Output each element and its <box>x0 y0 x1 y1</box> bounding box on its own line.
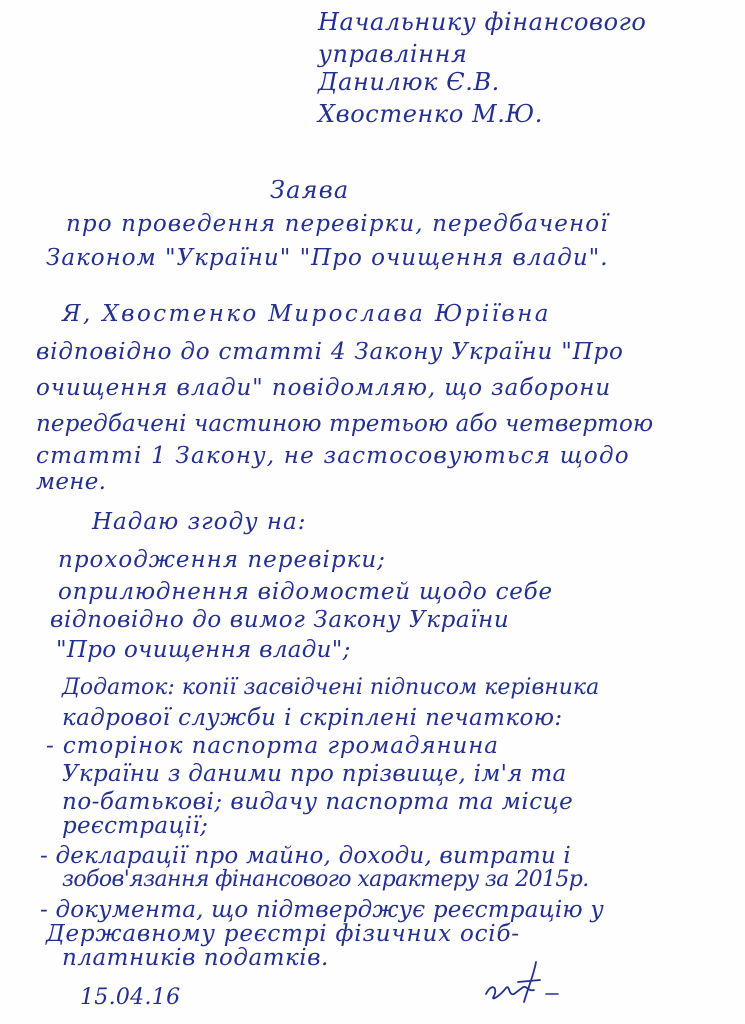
consent-line-2: проходження перевірки; <box>58 547 386 573</box>
attachments-line-5: по-батькові; видачу паспорта та місце <box>62 789 574 815</box>
attachments-line-6: реєстрації; <box>62 813 209 839</box>
consent-line-5: "Про очищення влади"; <box>56 637 351 663</box>
statement-line-2: відповідно до статті 4 Закону України "Про <box>36 339 624 365</box>
statement-line-5: статті 1 Закону, не застосовуються щодо <box>36 443 630 469</box>
addressee-line-2: управління <box>318 40 468 68</box>
statement-line-6: мене. <box>36 469 107 495</box>
statement-line-3: очищення влади" повідомляю, що заборони <box>36 375 612 401</box>
attachments-line-2: кадрової служби і скріплені печаткою: <box>62 705 563 731</box>
document-title: Заява <box>270 176 350 204</box>
attachments-line-1: Додаток: копії засвідчені підписом керівника <box>62 675 600 700</box>
addressee-line-4: Хвостенко М.Ю. <box>318 100 543 128</box>
document-subtitle-2: Законом "України" "Про очищення влади". <box>46 245 609 271</box>
consent-line-4: відповідно до вимог Закону України <box>50 607 510 633</box>
attachments-line-3: - сторінок паспорта громадянина <box>46 733 499 759</box>
addressee-line-1: Начальнику фінансового <box>318 8 647 36</box>
attachments-line-9: - документа, що підтверджує реєстрацію у <box>40 897 604 923</box>
document-subtitle-1: про проведення перевірки, передбаченої <box>66 211 609 237</box>
consent-line-3: оприлюднення відомостей щодо себе <box>58 579 553 605</box>
addressee-line-3: Данилюк Є.В. <box>318 68 500 96</box>
attachments-line-7: - декларації про майно, доходи, витрати і <box>40 843 571 869</box>
signature-image <box>478 958 588 1008</box>
document-date: 15.04.16 <box>80 985 181 1010</box>
consent-line-1: Надаю згоду на: <box>92 509 307 535</box>
attachments-line-4: України з даними про прізвище, ім'я та <box>62 761 567 787</box>
statement-line-4: передбачені частиною третьою або четвертою <box>36 411 654 437</box>
attachments-line-10: Державному реєстрі фізичних осіб- <box>46 921 520 947</box>
attachments-line-11: платників податків. <box>62 945 329 971</box>
statement-line-1: Я, Хвостенко Мирослава Юріївна <box>62 301 551 327</box>
attachments-line-8: зобов'язання фінансового характеру за 2015р. <box>62 867 589 892</box>
